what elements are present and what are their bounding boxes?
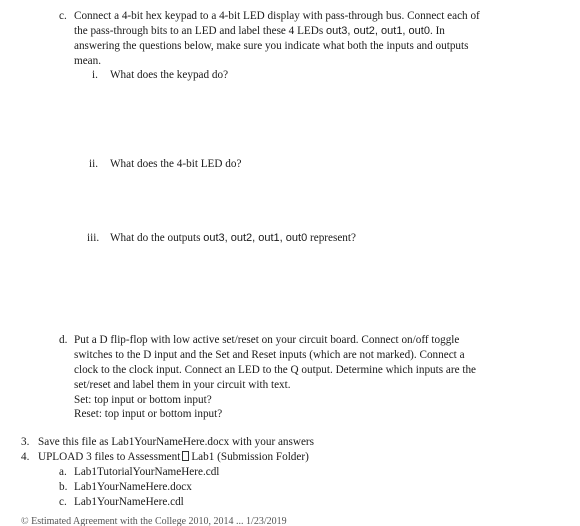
list-item: Lab1TutorialYourNameHere.cdl — [74, 466, 220, 478]
list-marker: b. — [59, 481, 68, 493]
step-text — [38, 450, 309, 465]
code-text: out3, out2, out1, out0 — [203, 232, 308, 244]
question-text — [110, 231, 356, 246]
paragraph-line: answering the questions below, make sure you indicate what both the inputs and outputs — [74, 40, 469, 52]
list-marker: c. — [59, 10, 67, 22]
question-marker: ii. — [89, 158, 99, 170]
cut-off-footer — [0, 517, 580, 526]
text-run: UPLOAD 3 files to Assessment — [38, 451, 181, 463]
step-marker: 3. — [21, 436, 30, 448]
paragraph-line: mean. — [74, 55, 102, 67]
box-glyph-icon — [182, 451, 189, 461]
code-text: out3, out2, out1, out0 — [325, 25, 430, 37]
list-marker: c. — [59, 496, 67, 508]
text-run: . In — [429, 25, 445, 37]
question-text: What does the 4-bit LED do? — [110, 158, 242, 170]
step-text: Save this file as Lab1YourNameHere.docx with your answers — [38, 436, 314, 448]
text-run: What do the outputs — [110, 232, 201, 244]
text-run: Lab1 (Submission Folder) — [191, 451, 309, 463]
list-item: Lab1YourNameHere.docx — [74, 481, 192, 493]
question-marker: iii. — [87, 232, 100, 244]
paragraph-line: Set: top input or bottom input? — [74, 394, 212, 406]
paragraph-line: Connect a 4-bit hex keypad to a 4-bit LED display with pass-through bus. Connect each of — [74, 10, 480, 22]
paragraph-line: clock to the clock input. Connect an LED to the Q output. Determine which inputs are the — [74, 364, 477, 376]
text-run: represent? — [310, 232, 356, 244]
paragraph-line: set/reset and label them in your circuit with text. — [74, 379, 291, 391]
question-marker: i. — [92, 69, 98, 81]
step-marker: 4. — [21, 451, 30, 463]
text-run: the pass-through bits to an LED and label these 4 LEDs — [74, 25, 324, 37]
paragraph-line: Put a D flip-flop with low active set/reset on your circuit board. Connect on/off toggle — [74, 334, 460, 346]
list-marker: a. — [59, 466, 67, 478]
list-marker: d. — [59, 334, 68, 346]
list-item: Lab1YourNameHere.cdl — [74, 496, 184, 508]
paragraph-line — [74, 24, 445, 39]
paragraph-line: Reset: top input or bottom input? — [74, 408, 223, 420]
footer-text: © Estimated Agreement with the College 2010, 2014 ... 1/23/2019 — [21, 517, 287, 526]
paragraph-line: switches to the D input and the Set and Reset inputs (which are not marked). Connect a — [74, 349, 465, 361]
question-text: What does the keypad do? — [110, 69, 229, 81]
